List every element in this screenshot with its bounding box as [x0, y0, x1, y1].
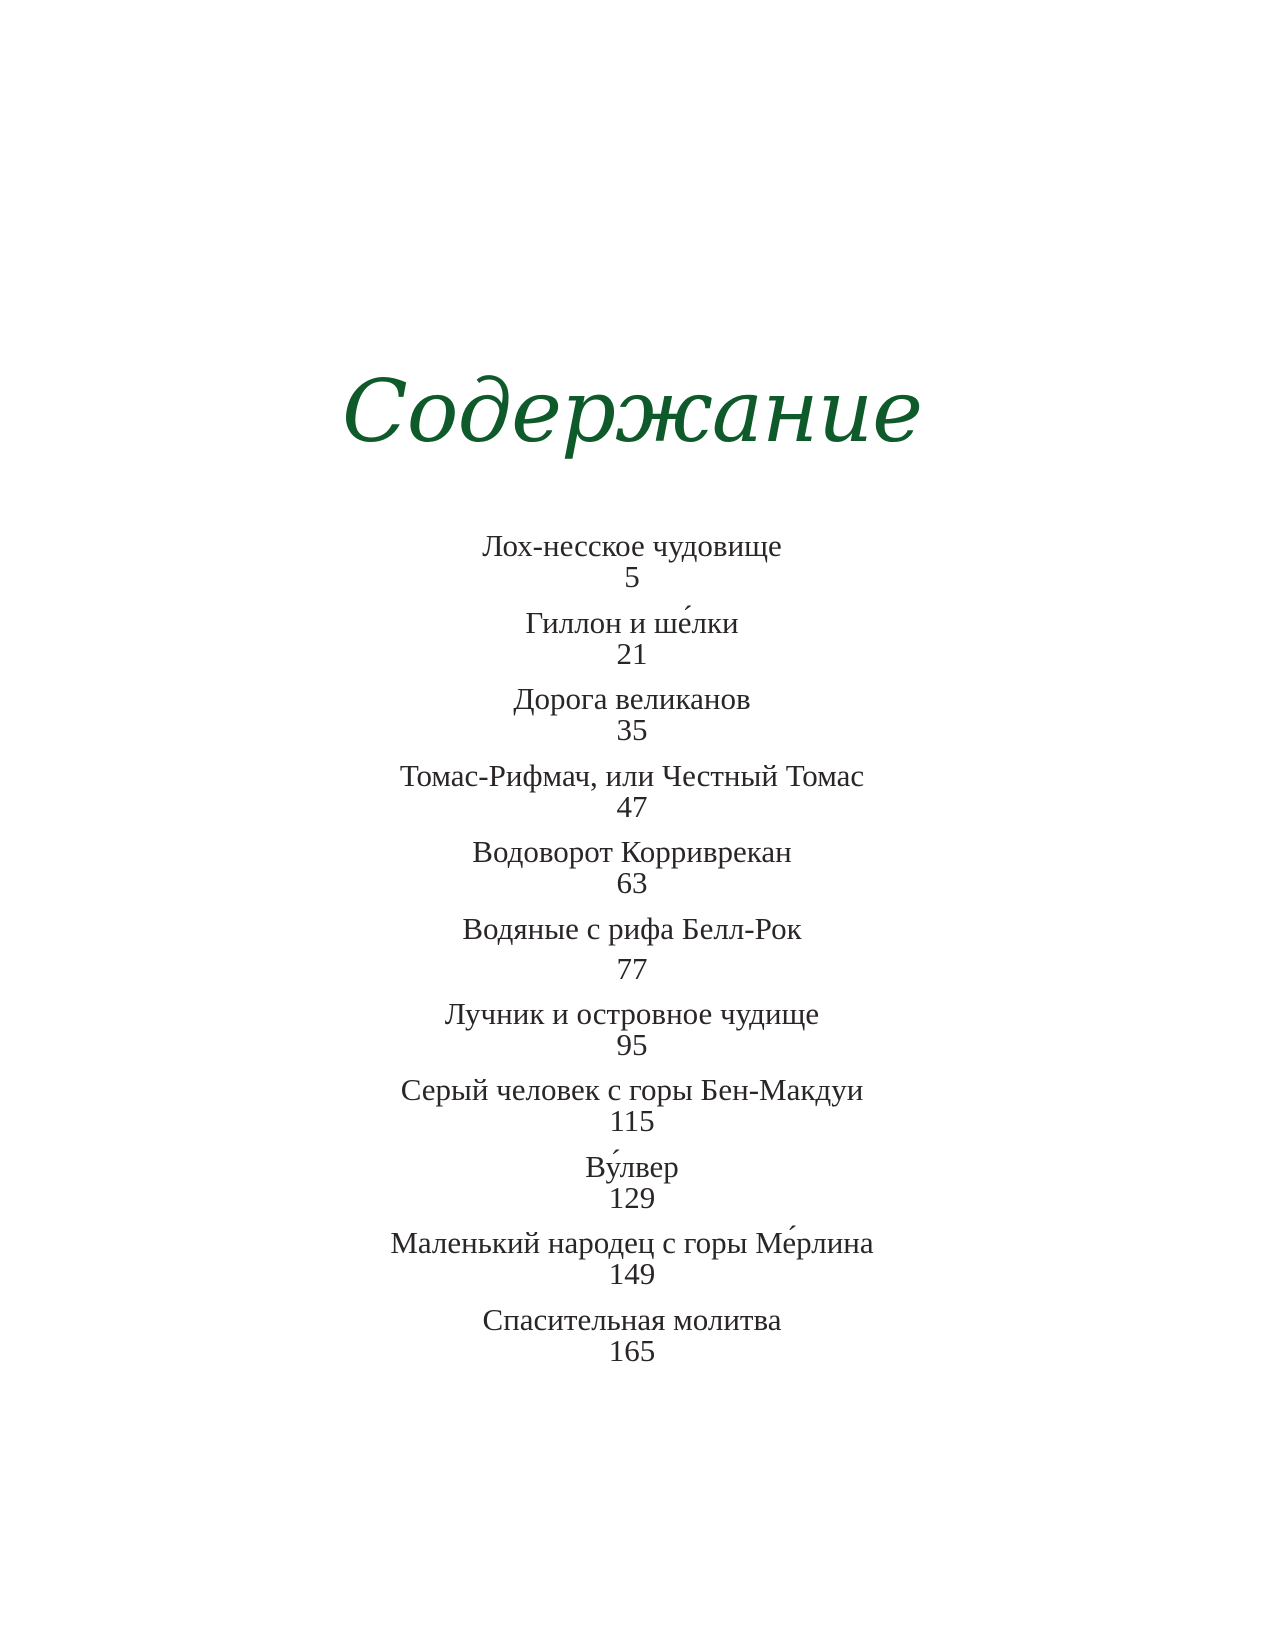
- toc-entry-title: Серый человек с горы Бен-Макдуи: [400, 1072, 864, 1107]
- toc-entry-page-number: 77: [616, 951, 648, 986]
- toc-entry-page-number: 149: [608, 1256, 656, 1291]
- toc-entry: [0, 1304, 1264, 1366]
- toc-entry-title: Дорога великанов: [513, 681, 751, 716]
- toc-entry-page-number: 95: [616, 1027, 648, 1062]
- toc-entry: [0, 913, 1264, 984]
- toc-entry: [0, 530, 1264, 592]
- toc-entry-page-number: 35: [616, 712, 648, 747]
- toc-entry: [0, 1074, 1264, 1136]
- toc-entry-page-number: 115: [609, 1103, 655, 1138]
- toc-entry-title: Маленький народец с горы Ме́рлина: [390, 1225, 874, 1260]
- toc-entry-title: Гиллон и ше́лки: [525, 605, 739, 640]
- toc-entry-title: Томас-Рифмач, или Честный Томас: [399, 758, 865, 793]
- toc-entry-title: Спасительная молитва: [482, 1302, 782, 1337]
- toc-entry: [0, 760, 1264, 822]
- toc-entry-page-number: 165: [608, 1333, 656, 1368]
- toc-entry: [0, 1151, 1264, 1213]
- toc-entry: [0, 836, 1264, 898]
- toc-entry-page-number: 47: [616, 789, 648, 824]
- toc-entry-page-number: 21: [616, 636, 648, 671]
- toc-entry-title: Ву́лвер: [585, 1149, 679, 1184]
- toc-entry-page-number: 129: [608, 1180, 656, 1215]
- toc-entry-page-number: 5: [624, 559, 640, 594]
- toc-entry-title: Водоворот Корриврекан: [472, 834, 792, 869]
- toc-entry-title: Лучник и островное чудище: [444, 996, 820, 1031]
- toc-entry: [0, 607, 1264, 669]
- toc-entry: [0, 998, 1264, 1060]
- page-title: Содержание: [342, 362, 922, 462]
- toc-entry-title: Лох-несское чудовище: [482, 528, 782, 563]
- toc-entry-title: Водяные с рифа Белл-Рок: [462, 911, 802, 946]
- toc-entry-page-number: 63: [616, 865, 648, 900]
- toc-entry: [0, 1227, 1264, 1289]
- toc-entry: [0, 683, 1264, 745]
